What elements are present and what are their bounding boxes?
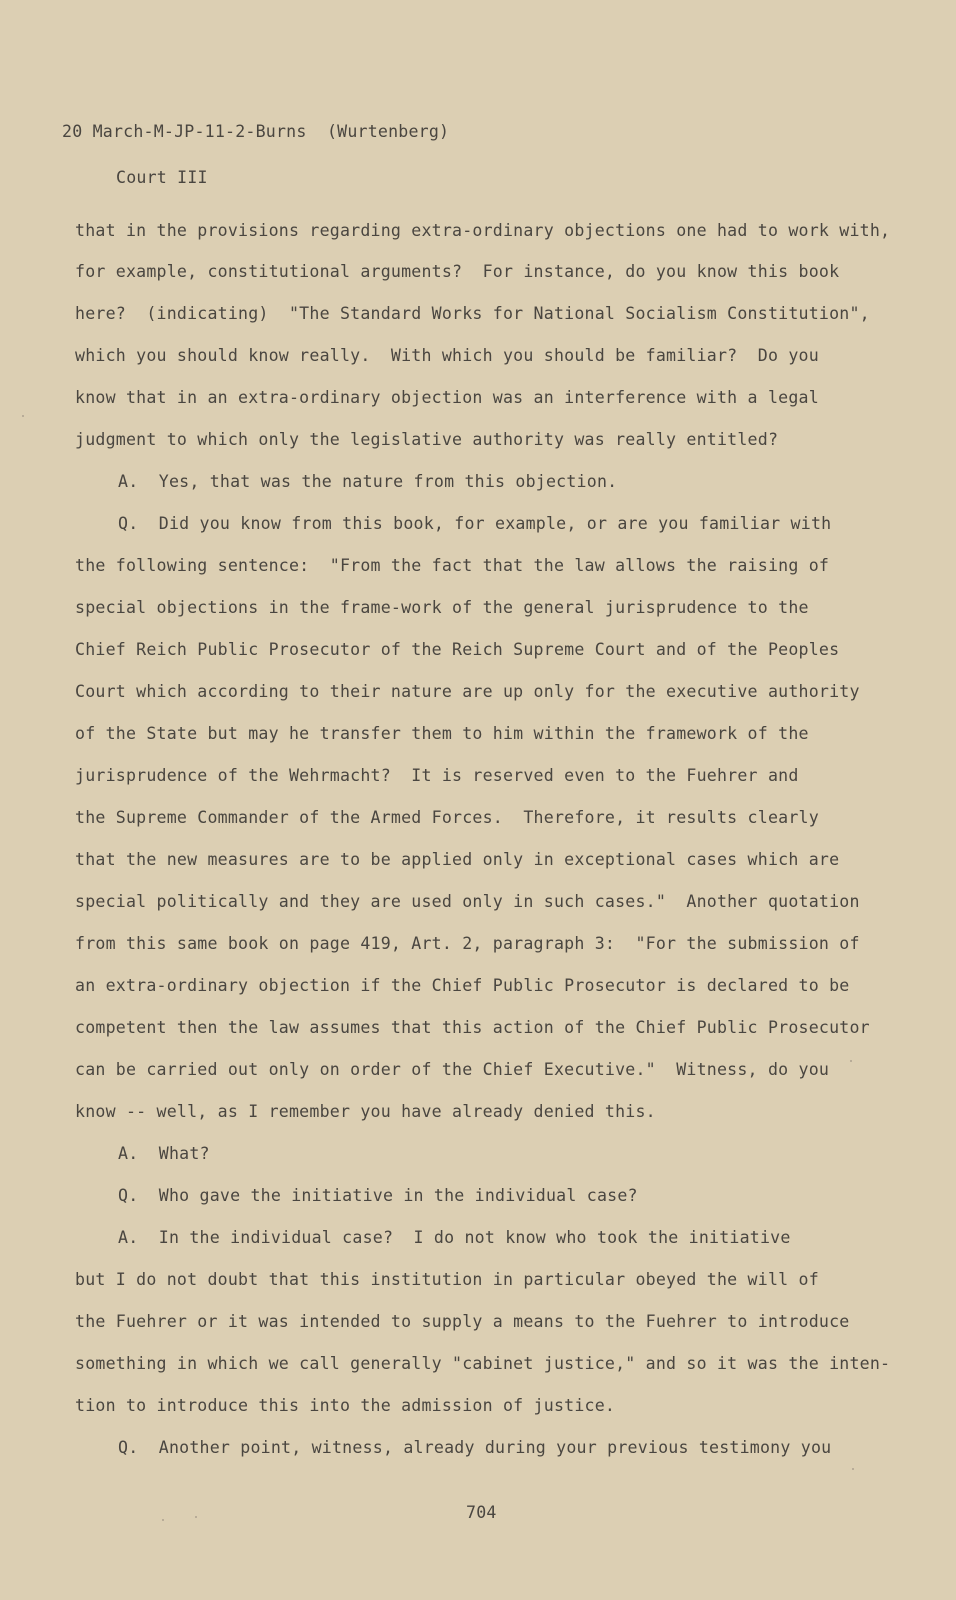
text-line: something in which we call generally "cabinet justice," and so it was the inten- bbox=[75, 1354, 891, 1373]
text-line: know -- well, as I remember you have already denied this. bbox=[75, 1102, 656, 1121]
text-line: but I do not doubt that this institution in particular obeyed the will of bbox=[75, 1270, 819, 1289]
court-label: Court III bbox=[116, 168, 208, 187]
question-line: Q. Another point, witness, already during your previous testimony you bbox=[118, 1438, 832, 1457]
text-line: Chief Reich Public Prosecutor of the Reich Supreme Court and of the Peoples bbox=[75, 640, 840, 659]
text-line: know that in an extra-ordinary objection was an interference with a legal bbox=[75, 388, 819, 407]
text-line: which you should know really. With which you should be familiar? Do you bbox=[75, 346, 819, 365]
text-line: the Supreme Commander of the Armed Forces. Therefore, it results clearly bbox=[75, 808, 819, 827]
text-line: competent then the law assumes that this action of the Chief Public Prosecutor bbox=[75, 1018, 870, 1037]
paper-speck bbox=[162, 1519, 164, 1521]
text-line: can be carried out only on order of the Chief Executive." Witness, do you bbox=[75, 1060, 830, 1079]
paper-speck bbox=[850, 1060, 852, 1062]
text-line: special objections in the frame-work of the general jurisprudence to the bbox=[75, 598, 809, 617]
text-line: tion to introduce this into the admission of justice. bbox=[75, 1396, 616, 1415]
text-line: that the new measures are to be applied only in exceptional cases which are bbox=[75, 850, 840, 869]
text-line: from this same book on page 419, Art. 2, paragraph 3: "For the submission of bbox=[75, 934, 860, 953]
answer-line: A. Yes, that was the nature from this objection. bbox=[118, 472, 618, 491]
answer-line: A. In the individual case? I do not know who took the initiative bbox=[118, 1228, 791, 1247]
case-header: 20 March-M-JP-11-2-Burns (Wurtenberg) bbox=[62, 122, 450, 141]
text-line: jurisprudence of the Wehrmacht? It is reserved even to the Fuehrer and bbox=[75, 766, 799, 785]
text-line: of the State but may he transfer them to him within the framework of the bbox=[75, 724, 809, 743]
text-line: here? (indicating) "The Standard Works for National Socialism Constitution", bbox=[75, 304, 870, 323]
paper-speck bbox=[22, 415, 24, 417]
answer-line: A. What? bbox=[118, 1144, 210, 1163]
text-line: the following sentence: "From the fact that the law allows the raising of bbox=[75, 556, 830, 575]
text-line: judgment to which only the legislative authority was really entitled? bbox=[75, 430, 779, 449]
text-line: the Fuehrer or it was intended to supply a means to the Fuehrer to introduce bbox=[75, 1312, 850, 1331]
question-line: Q. Who gave the initiative in the individual case? bbox=[118, 1186, 638, 1205]
paper-speck bbox=[852, 1468, 854, 1470]
text-line: for example, constitutional arguments? For instance, do you know this book bbox=[75, 262, 840, 281]
page-number: 704 bbox=[466, 1503, 497, 1522]
text-line: that in the provisions regarding extra-ordinary objections one had to work with, bbox=[75, 221, 891, 240]
text-line: an extra-ordinary objection if the Chief Public Prosecutor is declared to be bbox=[75, 976, 850, 995]
question-line: Q. Did you know from this book, for example, or are you familiar with bbox=[118, 514, 832, 533]
text-line: special politically and they are used only in such cases." Another quotation bbox=[75, 892, 860, 911]
text-line: Court which according to their nature are up only for the executive authority bbox=[75, 682, 860, 701]
paper-speck bbox=[195, 1516, 197, 1518]
